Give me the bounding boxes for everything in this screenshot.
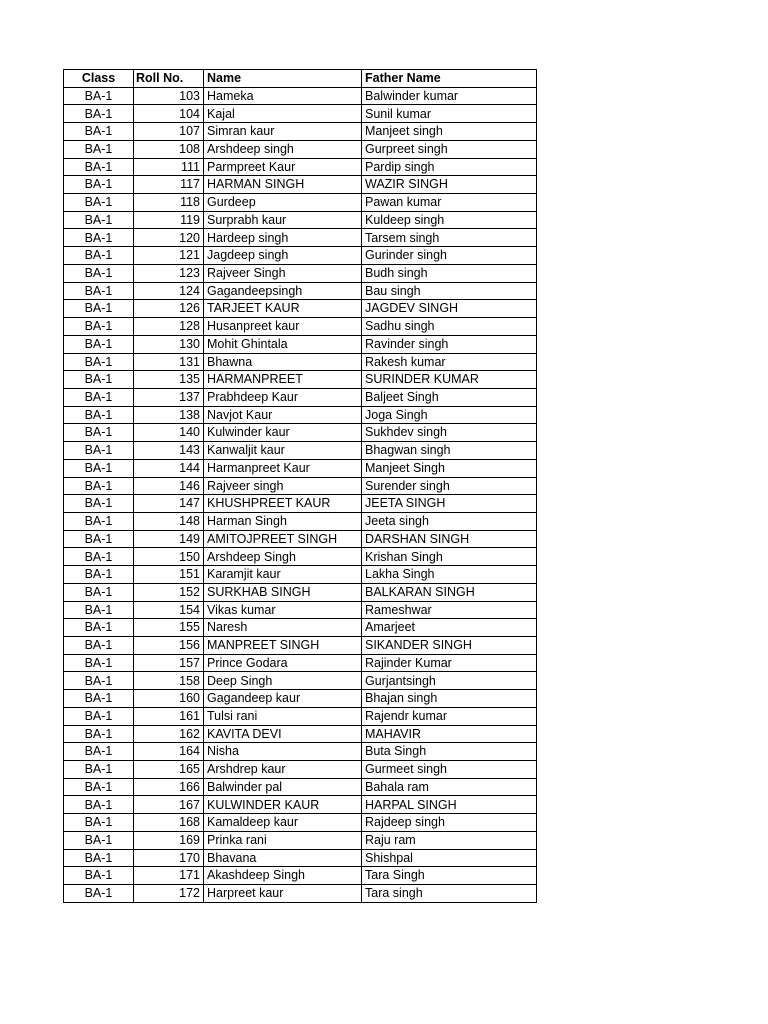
student-roll-sheet: [63, 69, 537, 903]
cell-class: BA-1: [64, 424, 134, 442]
cell-roll-no: 160: [134, 690, 204, 708]
cell-name: Mohit Ghintala: [204, 335, 362, 353]
table-body: [64, 87, 537, 902]
column-header-name: Name: [204, 70, 362, 88]
table-row: [64, 442, 537, 460]
cell-father-name: Bau singh: [362, 282, 537, 300]
cell-roll-no: 147: [134, 495, 204, 513]
cell-name: SURKHAB SINGH: [204, 583, 362, 601]
cell-father-name: Ravinder singh: [362, 335, 537, 353]
cell-class: BA-1: [64, 690, 134, 708]
cell-father-name: SURINDER KUMAR: [362, 371, 537, 389]
cell-father-name: Pardip singh: [362, 158, 537, 176]
cell-roll-no: 107: [134, 123, 204, 141]
cell-class: BA-1: [64, 495, 134, 513]
cell-class: BA-1: [64, 885, 134, 903]
table-row: [64, 495, 537, 513]
cell-class: BA-1: [64, 300, 134, 318]
cell-father-name: Manjeet singh: [362, 123, 537, 141]
cell-roll-no: 154: [134, 601, 204, 619]
cell-name: KULWINDER KAUR: [204, 796, 362, 814]
cell-roll-no: 121: [134, 247, 204, 265]
cell-name: Kajal: [204, 105, 362, 123]
cell-father-name: Rajinder Kumar: [362, 654, 537, 672]
cell-name: Gurdeep: [204, 194, 362, 212]
cell-father-name: JAGDEV SINGH: [362, 300, 537, 318]
table-header-row: [64, 70, 537, 88]
cell-roll-no: 172: [134, 885, 204, 903]
table-row: [64, 300, 537, 318]
cell-class: BA-1: [64, 761, 134, 779]
cell-roll-no: 167: [134, 796, 204, 814]
cell-father-name: Rajdeep singh: [362, 814, 537, 832]
cell-name: TARJEET KAUR: [204, 300, 362, 318]
cell-father-name: Budh singh: [362, 264, 537, 282]
cell-name: Prinka rani: [204, 831, 362, 849]
column-header-class: Class: [64, 70, 134, 88]
cell-class: BA-1: [64, 707, 134, 725]
cell-name: Arshdeep singh: [204, 140, 362, 158]
table-row: [64, 761, 537, 779]
table-row: [64, 282, 537, 300]
cell-class: BA-1: [64, 743, 134, 761]
cell-name: HARMANPREET: [204, 371, 362, 389]
cell-father-name: Joga Singh: [362, 406, 537, 424]
cell-name: Kulwinder kaur: [204, 424, 362, 442]
table-row: [64, 176, 537, 194]
cell-class: BA-1: [64, 601, 134, 619]
cell-class: BA-1: [64, 247, 134, 265]
cell-roll-no: 118: [134, 194, 204, 212]
cell-name: Deep Singh: [204, 672, 362, 690]
cell-roll-no: 146: [134, 477, 204, 495]
cell-class: BA-1: [64, 442, 134, 460]
cell-father-name: Kuldeep singh: [362, 211, 537, 229]
table-row: [64, 335, 537, 353]
cell-father-name: Jeeta singh: [362, 512, 537, 530]
table-row: [64, 778, 537, 796]
cell-father-name: Gurmeet singh: [362, 761, 537, 779]
table-row: [64, 885, 537, 903]
table-row: [64, 583, 537, 601]
table-row: [64, 601, 537, 619]
cell-class: BA-1: [64, 796, 134, 814]
cell-roll-no: 166: [134, 778, 204, 796]
cell-name: Kamaldeep kaur: [204, 814, 362, 832]
cell-roll-no: 150: [134, 548, 204, 566]
cell-name: Jagdeep singh: [204, 247, 362, 265]
cell-name: Arshdrep kaur: [204, 761, 362, 779]
cell-father-name: Raju ram: [362, 831, 537, 849]
cell-father-name: Pawan kumar: [362, 194, 537, 212]
cell-name: Parmpreet Kaur: [204, 158, 362, 176]
cell-class: BA-1: [64, 654, 134, 672]
cell-roll-no: 170: [134, 849, 204, 867]
cell-class: BA-1: [64, 867, 134, 885]
cell-father-name: Rakesh kumar: [362, 353, 537, 371]
table-row: [64, 566, 537, 584]
cell-class: BA-1: [64, 158, 134, 176]
table-row: [64, 123, 537, 141]
cell-father-name: Gurpreet singh: [362, 140, 537, 158]
cell-father-name: Sukhdev singh: [362, 424, 537, 442]
cell-name: Nisha: [204, 743, 362, 761]
cell-class: BA-1: [64, 371, 134, 389]
cell-class: BA-1: [64, 548, 134, 566]
cell-roll-no: 144: [134, 459, 204, 477]
cell-name: Harpreet kaur: [204, 885, 362, 903]
cell-name: HARMAN SINGH: [204, 176, 362, 194]
cell-roll-no: 130: [134, 335, 204, 353]
cell-roll-no: 164: [134, 743, 204, 761]
cell-roll-no: 108: [134, 140, 204, 158]
cell-roll-no: 152: [134, 583, 204, 601]
cell-father-name: Balwinder kumar: [362, 87, 537, 105]
cell-roll-no: 171: [134, 867, 204, 885]
table-row: [64, 388, 537, 406]
table-row: [64, 158, 537, 176]
cell-class: BA-1: [64, 335, 134, 353]
cell-roll-no: 149: [134, 530, 204, 548]
cell-class: BA-1: [64, 282, 134, 300]
table-row: [64, 371, 537, 389]
table-row: [64, 619, 537, 637]
cell-name: Naresh: [204, 619, 362, 637]
cell-name: Bhawna: [204, 353, 362, 371]
cell-roll-no: 169: [134, 831, 204, 849]
cell-class: BA-1: [64, 778, 134, 796]
cell-name: Harman Singh: [204, 512, 362, 530]
cell-class: BA-1: [64, 229, 134, 247]
cell-name: Prabhdeep Kaur: [204, 388, 362, 406]
table-row: [64, 194, 537, 212]
table-row: [64, 867, 537, 885]
cell-roll-no: 126: [134, 300, 204, 318]
cell-father-name: BALKARAN SINGH: [362, 583, 537, 601]
cell-name: Vikas kumar: [204, 601, 362, 619]
cell-class: BA-1: [64, 477, 134, 495]
table-row: [64, 796, 537, 814]
cell-class: BA-1: [64, 459, 134, 477]
cell-father-name: Krishan Singh: [362, 548, 537, 566]
cell-father-name: WAZIR SINGH: [362, 176, 537, 194]
cell-father-name: Bhagwan singh: [362, 442, 537, 460]
cell-name: Harmanpreet Kaur: [204, 459, 362, 477]
table-row: [64, 707, 537, 725]
cell-name: Rajveer Singh: [204, 264, 362, 282]
cell-class: BA-1: [64, 87, 134, 105]
cell-name: Simran kaur: [204, 123, 362, 141]
table-row: [64, 512, 537, 530]
cell-class: BA-1: [64, 406, 134, 424]
cell-roll-no: 120: [134, 229, 204, 247]
cell-roll-no: 155: [134, 619, 204, 637]
cell-name: Surprabh kaur: [204, 211, 362, 229]
cell-roll-no: 162: [134, 725, 204, 743]
table-row: [64, 211, 537, 229]
cell-name: AMITOJPREET SINGH: [204, 530, 362, 548]
cell-class: BA-1: [64, 353, 134, 371]
cell-roll-no: 123: [134, 264, 204, 282]
cell-father-name: Sunil kumar: [362, 105, 537, 123]
cell-father-name: Tara singh: [362, 885, 537, 903]
cell-father-name: Shishpal: [362, 849, 537, 867]
table-row: [64, 247, 537, 265]
cell-name: Karamjit kaur: [204, 566, 362, 584]
table-row: [64, 406, 537, 424]
cell-name: Tulsi rani: [204, 707, 362, 725]
cell-name: KAVITA DEVI: [204, 725, 362, 743]
cell-roll-no: 117: [134, 176, 204, 194]
cell-name: Arshdeep Singh: [204, 548, 362, 566]
cell-roll-no: 161: [134, 707, 204, 725]
table-row: [64, 725, 537, 743]
cell-father-name: HARPAL SINGH: [362, 796, 537, 814]
cell-class: BA-1: [64, 566, 134, 584]
cell-name: Hardeep singh: [204, 229, 362, 247]
cell-class: BA-1: [64, 388, 134, 406]
cell-roll-no: 138: [134, 406, 204, 424]
cell-father-name: JEETA SINGH: [362, 495, 537, 513]
cell-name: Akashdeep Singh: [204, 867, 362, 885]
cell-father-name: Amarjeet: [362, 619, 537, 637]
cell-name: Rajveer singh: [204, 477, 362, 495]
cell-roll-no: 143: [134, 442, 204, 460]
cell-father-name: Baljeet Singh: [362, 388, 537, 406]
cell-name: Hameka: [204, 87, 362, 105]
table-row: [64, 690, 537, 708]
cell-father-name: Tara Singh: [362, 867, 537, 885]
cell-father-name: Tarsem singh: [362, 229, 537, 247]
cell-class: BA-1: [64, 619, 134, 637]
cell-roll-no: 156: [134, 637, 204, 655]
column-header-father-name: Father Name: [362, 70, 537, 88]
table-row: [64, 814, 537, 832]
cell-class: BA-1: [64, 123, 134, 141]
table-row: [64, 87, 537, 105]
cell-class: BA-1: [64, 814, 134, 832]
table-row: [64, 637, 537, 655]
cell-father-name: Manjeet Singh: [362, 459, 537, 477]
cell-roll-no: 158: [134, 672, 204, 690]
cell-roll-no: 151: [134, 566, 204, 584]
table-row: [64, 459, 537, 477]
table-row: [64, 318, 537, 336]
cell-class: BA-1: [64, 530, 134, 548]
cell-roll-no: 148: [134, 512, 204, 530]
table-row: [64, 548, 537, 566]
table-row: [64, 477, 537, 495]
cell-class: BA-1: [64, 849, 134, 867]
table-row: [64, 831, 537, 849]
cell-father-name: Rajendr kumar: [362, 707, 537, 725]
cell-father-name: Buta Singh: [362, 743, 537, 761]
student-roll-table: [63, 69, 537, 903]
table-row: [64, 849, 537, 867]
cell-class: BA-1: [64, 194, 134, 212]
cell-roll-no: 103: [134, 87, 204, 105]
cell-roll-no: 168: [134, 814, 204, 832]
cell-class: BA-1: [64, 672, 134, 690]
cell-roll-no: 157: [134, 654, 204, 672]
table-row: [64, 353, 537, 371]
table-row: [64, 229, 537, 247]
cell-name: Kanwaljit kaur: [204, 442, 362, 460]
cell-name: Gagandeepsingh: [204, 282, 362, 300]
table-row: [64, 530, 537, 548]
cell-roll-no: 104: [134, 105, 204, 123]
cell-roll-no: 137: [134, 388, 204, 406]
cell-class: BA-1: [64, 140, 134, 158]
cell-father-name: MAHAVIR: [362, 725, 537, 743]
cell-father-name: Bhajan singh: [362, 690, 537, 708]
cell-class: BA-1: [64, 583, 134, 601]
cell-class: BA-1: [64, 318, 134, 336]
cell-father-name: DARSHAN SINGH: [362, 530, 537, 548]
cell-class: BA-1: [64, 264, 134, 282]
cell-class: BA-1: [64, 512, 134, 530]
cell-father-name: Sadhu singh: [362, 318, 537, 336]
cell-father-name: Rameshwar: [362, 601, 537, 619]
cell-roll-no: 140: [134, 424, 204, 442]
cell-roll-no: 128: [134, 318, 204, 336]
cell-class: BA-1: [64, 831, 134, 849]
cell-name: Prince Godara: [204, 654, 362, 672]
table-row: [64, 105, 537, 123]
cell-roll-no: 124: [134, 282, 204, 300]
cell-name: KHUSHPREET KAUR: [204, 495, 362, 513]
cell-name: Gagandeep kaur: [204, 690, 362, 708]
cell-class: BA-1: [64, 176, 134, 194]
cell-class: BA-1: [64, 105, 134, 123]
table-row: [64, 654, 537, 672]
cell-roll-no: 165: [134, 761, 204, 779]
cell-class: BA-1: [64, 211, 134, 229]
cell-roll-no: 131: [134, 353, 204, 371]
cell-name: Balwinder pal: [204, 778, 362, 796]
table-row: [64, 264, 537, 282]
table-row: [64, 743, 537, 761]
cell-roll-no: 135: [134, 371, 204, 389]
cell-father-name: Gurjantsingh: [362, 672, 537, 690]
column-header-roll-no: Roll No.: [134, 70, 204, 88]
cell-roll-no: 111: [134, 158, 204, 176]
cell-father-name: Surender singh: [362, 477, 537, 495]
cell-father-name: Gurinder singh: [362, 247, 537, 265]
table-row: [64, 424, 537, 442]
table-row: [64, 672, 537, 690]
table-row: [64, 140, 537, 158]
cell-father-name: SIKANDER SINGH: [362, 637, 537, 655]
cell-class: BA-1: [64, 637, 134, 655]
cell-father-name: Lakha Singh: [362, 566, 537, 584]
cell-class: BA-1: [64, 725, 134, 743]
cell-name: MANPREET SINGH: [204, 637, 362, 655]
cell-roll-no: 119: [134, 211, 204, 229]
cell-name: Navjot Kaur: [204, 406, 362, 424]
cell-father-name: Bahala ram: [362, 778, 537, 796]
cell-name: Husanpreet kaur: [204, 318, 362, 336]
cell-name: Bhavana: [204, 849, 362, 867]
